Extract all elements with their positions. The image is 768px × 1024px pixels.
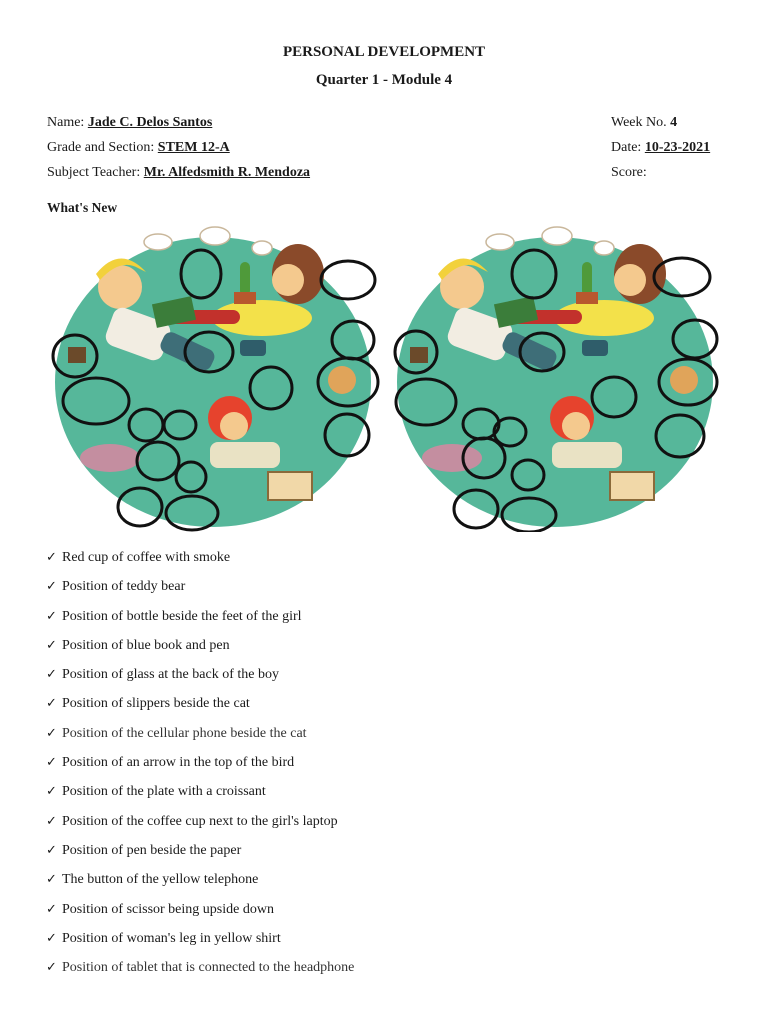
- list-item: ✓ The button of the yellow telephone: [46, 870, 354, 899]
- check-icon: ✓: [46, 579, 57, 595]
- check-icon: ✓: [46, 813, 57, 829]
- puzzle-image-right: [392, 222, 722, 532]
- cup-icon: [410, 347, 428, 363]
- check-icon: ✓: [46, 872, 57, 888]
- grade-value: STEM 12-A: [157, 140, 230, 155]
- laptop-icon: [610, 472, 654, 500]
- list-item: ✓ Position of woman's leg in yellow shirt: [46, 929, 354, 958]
- list-item: ✓ Position of teddy bear: [46, 577, 354, 606]
- list-item: ✓ Position of blue book and pen: [46, 636, 354, 665]
- check-icon: ✓: [46, 608, 57, 624]
- teacher-label: Subject Teacher:: [47, 165, 141, 180]
- list-item: ✓ Position of the plate with a croissant: [46, 782, 354, 811]
- list-item: ✓ Position of the coffee cup next to the girl's laptop: [46, 812, 354, 841]
- check-icon: ✓: [46, 696, 57, 712]
- list-item: ✓ Position of pen beside the paper: [46, 841, 354, 870]
- score-row: [611, 165, 647, 181]
- check-icon: ✓: [46, 842, 57, 858]
- grade-row: [47, 140, 230, 156]
- list-item: ✓ Position of the cellular phone beside the cat: [46, 724, 354, 753]
- name-row: [47, 115, 212, 131]
- laptop-icon: [268, 472, 312, 500]
- cat-icon: [422, 444, 482, 472]
- name-label: Name:: [47, 115, 85, 130]
- telephone-icon: [582, 340, 608, 356]
- list-item: ✓ Position of an arrow in the top of the bird: [46, 753, 354, 782]
- telephone-icon: [240, 340, 266, 356]
- check-icon: ✓: [46, 667, 57, 683]
- cat-icon: [80, 444, 140, 472]
- list-item: ✓ Position of tablet that is connected to the headphone: [46, 958, 354, 987]
- page-title: PERSONAL DEVELOPMENT: [282, 44, 486, 60]
- date-value: 10-23-2021: [644, 140, 711, 155]
- list-item: ✓ Position of slippers beside the cat: [46, 694, 354, 723]
- week-value: 4: [670, 115, 678, 130]
- teacher-row: [47, 165, 310, 181]
- week-label: Week No.: [611, 115, 667, 130]
- differences-list: [46, 548, 354, 987]
- teacher-value: Mr. Alfedsmith R. Mendoza: [143, 165, 311, 180]
- check-icon: ✓: [46, 550, 57, 565]
- section-title: What's New: [47, 200, 118, 215]
- teddy-bear-icon: [670, 366, 698, 394]
- grade-label: Grade and Section:: [47, 140, 155, 155]
- teddy-bear-icon: [328, 366, 356, 394]
- score-label: Score:: [611, 165, 647, 180]
- list-item: ✓ Position of bottle beside the feet of the girl: [46, 607, 354, 636]
- check-icon: ✓: [46, 901, 57, 917]
- check-icon: ✓: [46, 725, 57, 741]
- cup-icon: [68, 347, 86, 363]
- date-row: [611, 140, 710, 156]
- check-icon: ✓: [46, 784, 57, 800]
- page-subtitle: Quarter 1 - Module 4: [315, 72, 453, 88]
- list-item: ✓ Red cup of coffee with smoke: [46, 548, 354, 577]
- list-item: ✓ Position of glass at the back of the boy: [46, 665, 354, 694]
- list-item: ✓ Position of scissor being upside down: [46, 900, 354, 929]
- date-label: Date:: [611, 140, 642, 155]
- check-icon: ✓: [46, 930, 57, 946]
- name-value: Jade C. Delos Santos: [87, 115, 213, 130]
- check-icon: ✓: [46, 960, 57, 976]
- puzzle-image-left: [50, 222, 380, 532]
- week-row: [611, 115, 677, 131]
- check-icon: ✓: [46, 637, 57, 653]
- check-icon: ✓: [46, 755, 57, 771]
